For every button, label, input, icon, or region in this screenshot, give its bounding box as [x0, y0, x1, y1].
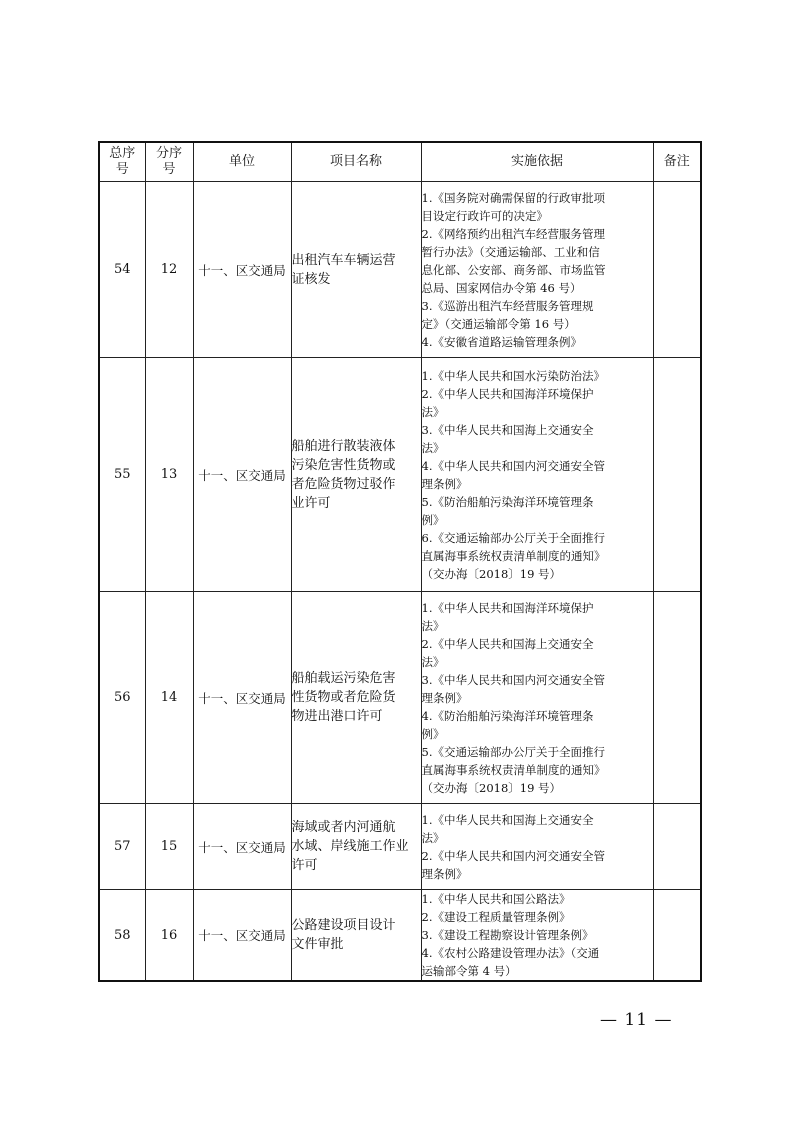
basis-line: （交办海〔2018〕19 号） — [421, 780, 562, 795]
cell-basis — [421, 890, 653, 982]
item-name-line: 性货物或者危险货 — [291, 690, 396, 705]
cell-basis — [421, 182, 653, 358]
item-name-line: 出租汽车车辆运营 — [291, 252, 396, 268]
cell-unit: 十一、区交通局 — [193, 890, 291, 982]
basis-line: 3.《建设工程勘察设计管理条例》 — [421, 928, 594, 942]
table-header-row — [99, 142, 701, 182]
header-item-name: 项目名称 — [291, 142, 421, 182]
page-number: — 11 — — [600, 1010, 673, 1030]
cell-sub-no: 12 — [145, 182, 193, 358]
header-basis: 实施依据 — [421, 142, 653, 182]
cell-unit: 十一、区交通局 — [193, 592, 291, 804]
cell-note — [653, 592, 701, 804]
basis-line: 2.《建设工程质量管理条例》 — [421, 910, 571, 924]
basis-line: 3.《中华人民共和国内河交通安全管 — [421, 672, 605, 687]
cell-unit: 十一、区交通局 — [193, 182, 291, 358]
basis-line: 暂行办法》（交通运输部、工业和信 — [421, 244, 600, 259]
basis-line: 6.《交通运输部办公厅关于全面推行 — [421, 530, 605, 545]
basis-line: 息化部、公安部、商务部、市场监管 — [421, 262, 606, 277]
table-row — [99, 358, 701, 592]
basis-line: 4.《中华人民共和国内河交通安全管 — [421, 458, 605, 473]
cell-note — [653, 804, 701, 890]
basis-line: 法》 — [421, 404, 445, 419]
item-name-line: 文件审批 — [291, 937, 344, 952]
cell-sub-no: 13 — [145, 358, 193, 592]
cell-item-name — [291, 358, 421, 592]
basis-line: 总局、国家网信办令第 46 号） — [421, 280, 582, 295]
item-name-line: 业许可 — [291, 495, 331, 511]
basis-line: 直属海事系统权责清单制度的通知》 — [421, 762, 606, 777]
item-name-line: 污染危害性货物或 — [291, 457, 396, 473]
basis-line: 4.《安徽省道路运输管理条例》 — [421, 334, 582, 349]
table-row — [99, 592, 701, 804]
basis-line: 2.《中华人民共和国内河交通安全管 — [421, 848, 605, 863]
table-row — [99, 804, 701, 890]
cell-note — [653, 182, 701, 358]
cell-unit: 十一、区交通局 — [193, 804, 291, 890]
cell-total-no: 57 — [99, 804, 145, 890]
item-name-line: 公路建设项目设计 — [291, 918, 396, 933]
cell-basis — [421, 804, 653, 890]
cell-note — [653, 890, 701, 982]
basis-line: 3.《巡游出租汽车经营服务管理规 — [421, 298, 594, 313]
basis-line: 法》 — [421, 618, 445, 633]
item-name-line: 许可 — [291, 858, 318, 873]
header-total-no: 总序 号 — [99, 142, 145, 182]
cell-total-no: 56 — [99, 592, 145, 804]
table-row — [99, 182, 701, 358]
basis-line: 法》 — [421, 830, 445, 845]
header-unit: 单位 — [193, 142, 291, 182]
permit-table — [98, 141, 702, 982]
basis-line: 例》 — [421, 726, 445, 741]
basis-line: 定》（交通运输部令第 16 号） — [421, 316, 576, 331]
header-note: 备注 — [653, 142, 701, 182]
cell-basis — [421, 592, 653, 804]
cell-item-name — [291, 592, 421, 804]
basis-line: 5.《交通运输部办公厅关于全面推行 — [421, 744, 605, 759]
basis-line: 1.《中华人民共和国海洋环境保护 — [421, 600, 594, 615]
basis-line: 运输部令第 4 号） — [421, 964, 517, 978]
basis-line: 理条例》 — [421, 476, 468, 491]
item-name-line: 者危险货物过驳作 — [291, 476, 396, 492]
cell-total-no: 58 — [99, 890, 145, 982]
basis-line: 1.《中华人民共和国水污染防治法》 — [421, 368, 605, 383]
item-name-line: 海域或者内河通航 — [291, 820, 396, 835]
cell-unit: 十一、区交通局 — [193, 358, 291, 592]
cell-total-no: 54 — [99, 182, 145, 358]
table-row — [99, 890, 701, 982]
cell-note — [653, 358, 701, 592]
cell-total-no: 55 — [99, 358, 145, 592]
basis-line: 法》 — [421, 654, 445, 669]
basis-line: 直属海事系统权责清单制度的通知》 — [421, 548, 606, 563]
basis-line: 法》 — [421, 440, 445, 455]
basis-line: 5.《防治船舶污染海洋环境管理条 — [421, 494, 594, 509]
basis-line: 理条例》 — [421, 866, 468, 881]
basis-line: 2.《中华人民共和国海上交通安全 — [421, 636, 594, 651]
basis-line: 4.《防治船舶污染海洋环境管理条 — [421, 708, 594, 723]
basis-line: 理条例》 — [421, 690, 468, 705]
cell-item-name — [291, 890, 421, 982]
header-sub-no: 分序 号 — [145, 142, 193, 182]
basis-line: 3.《中华人民共和国海上交通安全 — [421, 422, 594, 437]
item-name-line: 船舶载运污染危害 — [291, 671, 396, 686]
cell-sub-no: 14 — [145, 592, 193, 804]
basis-line: 目设定行政许可的决定》 — [421, 208, 548, 223]
basis-line: （交办海〔2018〕19 号） — [421, 566, 562, 581]
cell-basis — [421, 358, 653, 592]
cell-item-name — [291, 804, 421, 890]
basis-line: 例》 — [421, 512, 445, 527]
basis-line: 1.《国务院对确需保留的行政审批项 — [421, 190, 605, 205]
basis-line: 1.《中华人民共和国公路法》 — [421, 892, 571, 906]
item-name-line: 水域、岸线施工作业 — [291, 839, 409, 854]
basis-line: 4.《农村公路建设管理办法》（交通 — [421, 946, 600, 960]
basis-line: 2.《网络预约出租汽车经营服务管理 — [421, 226, 605, 241]
cell-sub-no: 15 — [145, 804, 193, 890]
cell-item-name — [291, 182, 421, 358]
basis-line: 1.《中华人民共和国海上交通安全 — [421, 812, 594, 827]
cell-sub-no: 16 — [145, 890, 193, 982]
item-name-line: 物进出港口许可 — [291, 709, 383, 724]
item-name-line: 船舶进行散装液体 — [291, 438, 396, 454]
item-name-line: 证核发 — [291, 271, 331, 287]
basis-line: 2.《中华人民共和国海洋环境保护 — [421, 386, 594, 401]
